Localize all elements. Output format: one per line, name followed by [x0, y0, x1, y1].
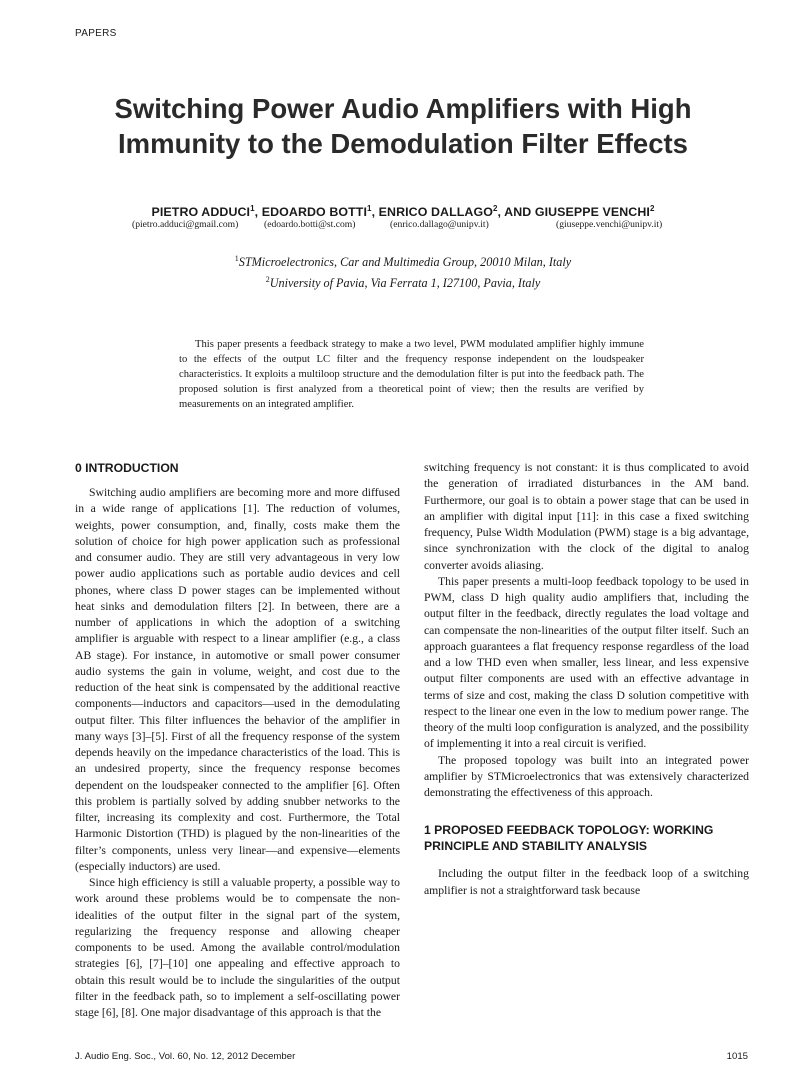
abstract-text: This paper presents a feedback strategy to make a two level, PWM modulated amplifier highly immune to the effects of the output LC filter and the frequency response independent on the loudspeaker characteristics. It exploits a multiloop structure and the demodulation filter is put into the feedback path. The proposed solution is first analyzed from a theoretical point of view; then the results are verified by measurements on an integrated amplifier. [179, 339, 644, 411]
title-line-2: Immunity to the Demodulation Filter Effects [118, 128, 688, 159]
affiliation-text: University of Pavia, Via Ferrata 1, I27100, Pavia, Italy [269, 276, 541, 291]
author-email[interactable]: (enrico.dallago@unipv.it) [390, 219, 489, 230]
body-paragraph: Switching audio amplifiers are becoming more and more diffused in a wide range of applications [1]. The reduction of volumes, weights, power consumption, and, finally, costs make them the solution of choice for high power application such as professional and consumer audio. They are still very advantageous in very low power audio applications such as portable audio devices and cell phones, where class D power stages can be implemented without heat sinks and demodulation filters [2]. In between, there are a number of applications in which the adoption of a switching amplifier is arguable with respect to a linear amplifier (e.g., a class AB stage). For instance, in automotive or small power consumer audio systems the gain in volume, weight, and cost due to the reduction of the heat sink is compensated by the additional reactive components—inductors and capacitors—used in the demodulating output filter. This filter influences the behavior of the amplifier in many ways [3]–[5]. First of all the frequency response of the system depends heavily on the impedance characteristics of the load. This is an undesired property, since the frequency response becomes dependent on the loudspeaker connected to the amplifier [6]. Often this problem is partially solved by adding snubber networks to the filter, increasing its complexity and cost. Furthermore, the Total Harmonic Distortion (THD) is plagued by the non-linearities of the filter’s components, unless very linear—and expensive—elements (especially inductors) are used. [75, 486, 400, 873]
author-line [40, 204, 766, 219]
affiliation-mark: 2 [265, 275, 270, 285]
body-paragraph: Including the output filter in the feedback loop of a switching amplifier is not a straightforward task because [424, 867, 749, 897]
author-separator: , [254, 205, 262, 220]
column-left [75, 460, 400, 1021]
section-heading: 0 INTRODUCTION [75, 461, 179, 475]
affiliation-mark: 1 [250, 204, 255, 213]
affiliation-text: STMicroelectronics, Car and Multimedia Group, 20010 Milan, Italy [238, 255, 572, 270]
abstract [179, 337, 644, 412]
section-heading: 1 PROPOSED FEEDBACK TOPOLOGY: WORKING PRINCIPLE AND STABILITY ANALYSIS [424, 823, 714, 854]
author-name: PIETRO ADDUCI [151, 205, 251, 220]
author-email[interactable]: (edoardo.botti@st.com) [264, 219, 356, 230]
affiliations [100, 250, 706, 292]
affiliation-2 [100, 271, 706, 292]
footer-page-number: 1015 [726, 1051, 748, 1062]
author-separator: , AND [497, 205, 535, 220]
author-name: GIUSEPPE VENCHI [534, 205, 650, 220]
column-right [424, 460, 749, 899]
footer-journal-citation: J. Audio Eng. Soc., Vol. 60, No. 12, 2012 December [75, 1051, 296, 1062]
author-email[interactable]: (giuseppe.venchi@unipv.it) [556, 219, 663, 230]
author-email[interactable]: (pietro.adduci@gmail.com) [132, 219, 239, 230]
body-paragraph: This paper presents a multi-loop feedback topology to be used in PWM, class D high quality audio amplifiers that, including the output filter in the feedback, directly regulates the load voltage and can compensate the non-linearities of the output filter itself. Such an approach guarantees a flat frequency response regardless of the load and a low THD even when smaller, less linear, and less expensive output filter components are used with an effective advantage in terms of size and cost, making the class D solution competitive with respect to the linear one even in the low to medium power range. The theory of the multi loop configuration is analyzed, and the possibility of implementing it into a real circuit is verified. [424, 574, 749, 751]
body-paragraph: Since high efficiency is still a valuable property, a possible way to work around these problems would be to compensate the non-idealities of the output filter in the signal part of the system, regularizing the frequency response and allowing cheaper components to be used. Among the available control/modulation strategies [6], [7]–[10] one appealing and effective approach to obtain this result would be to include the singularities of the output filter in the feedback path, so to implement a self-oscillating power stage [6], [8]. One major disadvantage of this approach is that the [75, 876, 400, 1019]
title-line-1: Switching Power Audio Amplifiers with High [114, 93, 692, 124]
body-paragraph: The proposed topology was built into an integrated power amplifier by STMicroelectronics that was extensively characterized demonstrating the effectiveness of this approach. [424, 753, 749, 799]
affiliation-mark: 1 [367, 204, 372, 213]
affiliation-1 [100, 250, 706, 271]
affiliation-mark: 1 [234, 254, 239, 263]
body-paragraph-continued: switching frequency is not constant: it is thus complicated to avoid the generation of irradiated disturbances in the AM band. Furthermore, our goal is to obtain a power stage that can be used in an amplifier with digital input [11]: in this case a fixed switching frequency, Pulse Width Modulation (PWM) stage is a big advantage, since synchronization with the clock of the digital to analog converter avoids aliasing. [424, 461, 749, 572]
author-separator: , [371, 205, 379, 220]
affiliation-mark: 2 [492, 204, 498, 213]
author-name: EDOARDO BOTTI [261, 205, 367, 220]
running-head: PAPERS [75, 28, 117, 39]
paper-title [60, 91, 746, 161]
author-name: ENRICO DALLAGO [378, 205, 493, 220]
affiliation-mark: 2 [649, 204, 655, 213]
